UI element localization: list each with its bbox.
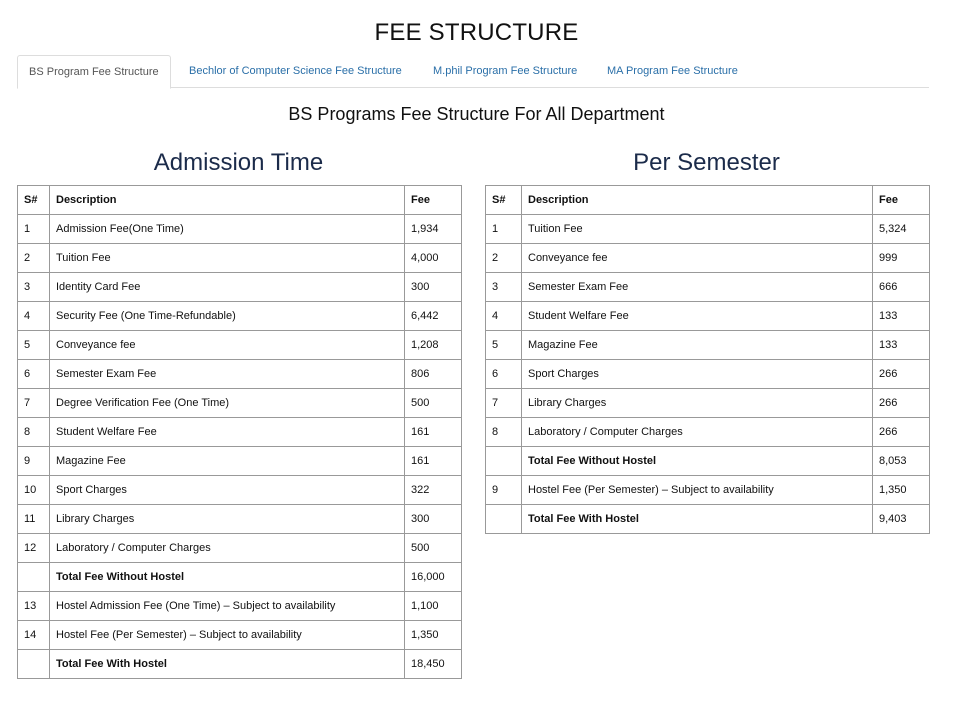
table-row	[18, 534, 462, 563]
table-header-row	[18, 186, 462, 215]
cell-description: Total Fee Without Hostel	[522, 447, 873, 476]
cell-description: Laboratory / Computer Charges	[50, 534, 405, 563]
cell-fee: 266	[873, 389, 930, 418]
cell-description: Semester Exam Fee	[50, 360, 405, 389]
cell-sn	[486, 505, 522, 534]
cell-description: Library Charges	[50, 505, 405, 534]
cell-fee: 1,208	[405, 331, 462, 360]
table-row	[486, 273, 930, 302]
cell-fee: 1,934	[405, 215, 462, 244]
cell-sn: 6	[486, 360, 522, 389]
tab-bar	[17, 55, 929, 88]
cell-fee: 4,000	[405, 244, 462, 273]
cell-description: Semester Exam Fee	[522, 273, 873, 302]
cell-description: Conveyance fee	[522, 244, 873, 273]
cell-sn: 9	[486, 476, 522, 505]
cell-fee: 266	[873, 360, 930, 389]
cell-fee: 5,324	[873, 215, 930, 244]
total-row	[486, 447, 930, 476]
table-header-row	[486, 186, 930, 215]
table-row	[18, 215, 462, 244]
tab-bechlor-computer-science[interactable]: Bechlor of Computer Science Fee Structure	[189, 65, 402, 77]
table-row	[18, 331, 462, 360]
cell-description: Magazine Fee	[50, 447, 405, 476]
table-row	[18, 621, 462, 650]
cell-description: Degree Verification Fee (One Time)	[50, 389, 405, 418]
cell-sn: 1	[486, 215, 522, 244]
cell-sn: 6	[18, 360, 50, 389]
page-title: FEE STRUCTURE	[374, 19, 579, 46]
cell-sn: 7	[486, 389, 522, 418]
cell-sn: 5	[18, 331, 50, 360]
cell-description: Sport Charges	[522, 360, 873, 389]
admission-fee-table	[17, 185, 462, 679]
table-row	[18, 418, 462, 447]
table-row	[486, 476, 930, 505]
cell-sn	[18, 650, 50, 679]
table-row	[18, 360, 462, 389]
cell-description: Identity Card Fee	[50, 273, 405, 302]
cell-sn: 2	[486, 244, 522, 273]
cell-sn: 4	[486, 302, 522, 331]
header-sn: S#	[18, 186, 50, 215]
table-row	[486, 215, 930, 244]
cell-sn: 5	[486, 331, 522, 360]
section-subtitle: BS Programs Fee Structure For All Department	[288, 104, 665, 124]
cell-fee: 8,053	[873, 447, 930, 476]
header-fee: Fee	[873, 186, 930, 215]
header-description: Description	[50, 186, 405, 215]
cell-fee: 16,000	[405, 563, 462, 592]
cell-sn: 8	[18, 418, 50, 447]
cell-description: Magazine Fee	[522, 331, 873, 360]
cell-description: Conveyance fee	[50, 331, 405, 360]
cell-fee: 161	[405, 418, 462, 447]
cell-description: Hostel Fee (Per Semester) – Subject to availability	[522, 476, 873, 505]
table-row	[486, 418, 930, 447]
cell-fee: 666	[873, 273, 930, 302]
cell-sn: 1	[18, 215, 50, 244]
total-row	[486, 505, 930, 534]
cell-fee: 300	[405, 505, 462, 534]
cell-sn: 11	[18, 505, 50, 534]
table-row	[18, 476, 462, 505]
tab-mphil-program[interactable]: M.phil Program Fee Structure	[433, 65, 578, 77]
table-row	[486, 389, 930, 418]
table-row	[18, 302, 462, 331]
cell-sn: 10	[18, 476, 50, 505]
cell-fee: 1,100	[405, 592, 462, 621]
cell-fee: 500	[405, 389, 462, 418]
admission-time-title: Admission Time	[153, 149, 324, 176]
cell-sn: 9	[18, 447, 50, 476]
cell-description: Library Charges	[522, 389, 873, 418]
cell-sn	[18, 563, 50, 592]
header-fee: Fee	[405, 186, 462, 215]
cell-description: Security Fee (One Time-Refundable)	[50, 302, 405, 331]
header-sn: S#	[486, 186, 522, 215]
cell-fee: 300	[405, 273, 462, 302]
cell-sn: 13	[18, 592, 50, 621]
table-row	[486, 244, 930, 273]
cell-description: Tuition Fee	[50, 244, 405, 273]
cell-fee: 266	[873, 418, 930, 447]
table-row	[18, 389, 462, 418]
table-row	[18, 447, 462, 476]
table-row	[486, 331, 930, 360]
tab-bs-program[interactable]: BS Program Fee Structure	[17, 55, 171, 89]
cell-description: Sport Charges	[50, 476, 405, 505]
total-row	[18, 650, 462, 679]
table-row	[18, 505, 462, 534]
cell-description: Hostel Fee (Per Semester) – Subject to availability	[50, 621, 405, 650]
cell-sn: 12	[18, 534, 50, 563]
cell-fee: 1,350	[405, 621, 462, 650]
cell-fee: 6,442	[405, 302, 462, 331]
per-semester-title: Per Semester	[633, 149, 780, 176]
cell-fee: 322	[405, 476, 462, 505]
per-semester-fee-table	[485, 185, 930, 534]
cell-description: Laboratory / Computer Charges	[522, 418, 873, 447]
cell-description: Tuition Fee	[522, 215, 873, 244]
total-row	[18, 563, 462, 592]
cell-sn: 7	[18, 389, 50, 418]
cell-description: Total Fee With Hostel	[50, 650, 405, 679]
cell-fee: 9,403	[873, 505, 930, 534]
table-row	[18, 592, 462, 621]
cell-fee: 161	[405, 447, 462, 476]
cell-sn: 4	[18, 302, 50, 331]
cell-sn: 3	[486, 273, 522, 302]
cell-description: Hostel Admission Fee (One Time) – Subject to availability	[50, 592, 405, 621]
table-row	[486, 302, 930, 331]
cell-description: Total Fee With Hostel	[522, 505, 873, 534]
cell-fee: 806	[405, 360, 462, 389]
table-row	[18, 244, 462, 273]
cell-description: Admission Fee(One Time)	[50, 215, 405, 244]
cell-description: Total Fee Without Hostel	[50, 563, 405, 592]
table-row	[18, 273, 462, 302]
cell-description: Student Welfare Fee	[522, 302, 873, 331]
cell-fee: 18,450	[405, 650, 462, 679]
cell-description: Student Welfare Fee	[50, 418, 405, 447]
header-description: Description	[522, 186, 873, 215]
cell-sn: 8	[486, 418, 522, 447]
cell-sn	[486, 447, 522, 476]
cell-fee: 1,350	[873, 476, 930, 505]
tab-ma-program[interactable]: MA Program Fee Structure	[607, 65, 738, 77]
cell-sn: 14	[18, 621, 50, 650]
cell-fee: 500	[405, 534, 462, 563]
cell-sn: 2	[18, 244, 50, 273]
cell-sn: 3	[18, 273, 50, 302]
cell-fee: 999	[873, 244, 930, 273]
table-row	[486, 360, 930, 389]
cell-fee: 133	[873, 302, 930, 331]
cell-fee: 133	[873, 331, 930, 360]
